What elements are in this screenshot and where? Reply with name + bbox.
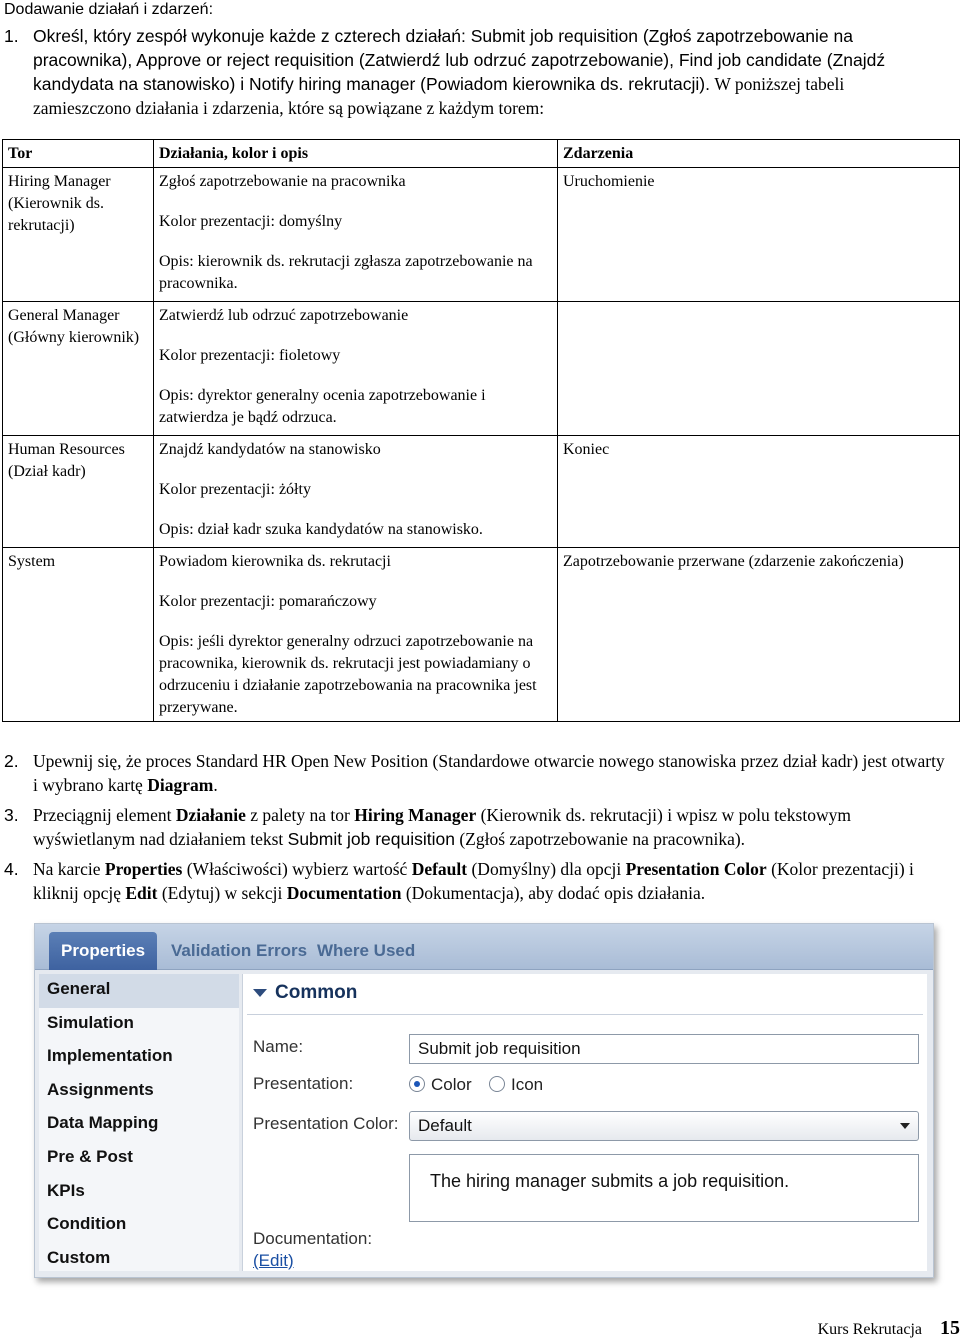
documentation-box: The hiring manager submits a job requisition. xyxy=(409,1154,919,1222)
step-text: (Edytuj) w sekcji xyxy=(157,883,287,903)
radio-icon-label: Icon xyxy=(511,1075,544,1094)
tab-bar xyxy=(35,924,933,970)
sidebar xyxy=(39,974,239,1271)
edit-link[interactable]: (Edit) xyxy=(253,1251,294,1270)
sidebar-item-general[interactable]: General xyxy=(39,974,239,1008)
page-heading: Dodawanie działań i zdarzeń: xyxy=(4,1,214,18)
step-term: Documentation xyxy=(286,883,402,903)
lane-cell: Hiring Manager (Kierownik ds. rekrutacji) xyxy=(3,168,154,302)
sidebar-item-custom[interactable]: Custom xyxy=(47,1247,111,1267)
section-title: Common xyxy=(275,982,358,1003)
presentation-label: Presentation: xyxy=(253,1074,354,1093)
step-item xyxy=(4,803,948,851)
activity-color: Kolor prezentacji: fioletowy xyxy=(159,347,341,364)
chevron-down-icon xyxy=(253,989,267,997)
activity-cell xyxy=(154,436,558,548)
step-text: Przeciągnij element xyxy=(33,805,176,825)
page-number: 15 xyxy=(940,1317,960,1339)
step-term: Presentation Color xyxy=(625,859,767,879)
steps-list xyxy=(4,749,948,911)
radio-color[interactable] xyxy=(409,1075,472,1095)
activity-name: Zatwierdź lub odrzuć zapotrzebowanie xyxy=(159,307,409,324)
table-row xyxy=(3,548,960,722)
page-footer xyxy=(818,1317,960,1340)
sidebar-item-pre-post[interactable]: Pre & Post xyxy=(47,1146,133,1166)
step-text: (Kolor prezentacji) i kliknij opcję xyxy=(33,859,914,903)
properties-panel xyxy=(34,923,934,1278)
header-lane: Tor xyxy=(3,140,154,168)
activity-name: Zgłoś zapotrzebowanie na pracownika xyxy=(159,173,406,190)
documentation-label: Documentation: xyxy=(253,1229,373,1248)
step-term: Diagram xyxy=(147,775,214,795)
tab-properties[interactable]: Properties xyxy=(49,932,157,970)
step-number: 4. xyxy=(4,859,19,879)
step-term: Hiring Manager xyxy=(354,805,477,825)
divider xyxy=(247,1014,923,1015)
event-cell xyxy=(558,302,960,436)
activity-desc: Opis: dział kadr szuka kandydatów na stanowisko. xyxy=(159,521,483,538)
header-events: Zdarzenia xyxy=(558,140,960,168)
table-row xyxy=(3,302,960,436)
step-text: (Właściwości) wybierz wartość xyxy=(182,859,412,879)
step-text: z palety na tor xyxy=(245,805,355,825)
step-term: Properties xyxy=(104,859,183,879)
intro-text-a: Określ, który zespół wykonuje każde z czterech działań: Submit job requisition (Zgłoś zapotrzebowanie na pracownika), Approve or reject requisition (Zatwierdź lub odrzuć zapotrzebowanie), Find job candidate (Znajdź kandydata na stanowisko) i Notify hiring manager (Powiadom kierownika ds. rekrutacji). xyxy=(33,26,886,94)
sidebar-item-implementation[interactable]: Implementation xyxy=(47,1046,173,1066)
step-text: Upewnij się, że proces Standard HR Open New Position (Standardowe otwarcie nowego stanowiska przez dział kadr) jest otwarty i wybrano kartę xyxy=(33,751,945,795)
step-text: (Zgłoś zapotrzebowanie na pracownika). xyxy=(454,829,746,849)
activity-color: Kolor prezentacji: domyślny xyxy=(159,213,343,230)
table-header-row xyxy=(3,140,960,168)
step-number: 3. xyxy=(4,805,19,825)
activity-cell xyxy=(154,302,558,436)
step-item xyxy=(4,749,948,797)
activity-desc: Opis: dyrektor generalny ocenia zapotrzebowanie i zatwierdza je bądź odrzuca. xyxy=(159,387,486,426)
dropdown-arrow-icon xyxy=(900,1123,910,1129)
sidebar-item-data-mapping[interactable]: Data Mapping xyxy=(47,1113,159,1133)
sidebar-item-simulation[interactable]: Simulation xyxy=(47,1012,134,1032)
activity-desc: Opis: jeśli dyrektor generalny odrzuci zapotrzebowanie na pracownika, kierownik ds. rekrutacji jest powiadamiany o odrzuceniu i działanie zapotrzebowania na pracownika jest przerywane. xyxy=(159,633,537,716)
radio-unselected-icon xyxy=(489,1076,505,1092)
select-value: Default xyxy=(418,1116,472,1135)
event-cell: Uruchomienie xyxy=(558,168,960,302)
table-row xyxy=(3,436,960,548)
intro-text-b: W poniższej tabeli zamieszczono działania i zdarzenia, które są powiązane z każdym torem: xyxy=(33,74,845,118)
step-term: Default xyxy=(411,859,468,879)
step-text: (Dokumentacja), aby dodać opis działania. xyxy=(401,883,706,903)
step-number: 1. xyxy=(4,26,19,46)
activity-cell xyxy=(154,548,558,722)
activity-color: Kolor prezentacji: pomarańczowy xyxy=(159,593,377,610)
step-term: Działanie xyxy=(175,805,246,825)
radio-icon[interactable] xyxy=(489,1075,543,1095)
header-activity: Działania, kolor i opis xyxy=(154,140,558,168)
footer-title: Kurs Rekrutacja xyxy=(817,1321,922,1338)
radio-color-label: Color xyxy=(431,1075,472,1094)
presentation-color-select[interactable] xyxy=(409,1111,919,1141)
step-term: Edit xyxy=(125,883,158,903)
activity-color: Kolor prezentacji: żółty xyxy=(159,481,311,498)
lane-cell: Human Resources (Dział kadr) xyxy=(3,436,154,548)
name-input[interactable]: Submit job requisition xyxy=(409,1034,919,1064)
activity-desc: Opis: kierownik ds. rekrutacji zgłasza zapotrzebowanie na pracownika. xyxy=(159,253,533,292)
radio-selected-icon xyxy=(409,1076,425,1092)
lane-cell: System xyxy=(3,548,154,722)
step-text: (Domyślny) dla opcji xyxy=(467,859,626,879)
event-cell: Koniec xyxy=(558,436,960,548)
lane-cell: General Manager (Główny kierownik) xyxy=(3,302,154,436)
tab-where-used[interactable]: Where Used xyxy=(317,941,416,960)
name-label: Name: xyxy=(253,1037,304,1056)
section-toggle[interactable] xyxy=(253,982,357,1004)
step-text: . xyxy=(213,775,218,795)
tab-validation-errors[interactable]: Validation Errors xyxy=(171,941,308,960)
activity-cell xyxy=(154,168,558,302)
intro-step xyxy=(4,24,944,120)
activity-name: Powiadom kierownika ds. rekrutacji xyxy=(159,553,391,570)
lanes-table xyxy=(2,139,960,722)
presentation-color-label: Presentation Color: xyxy=(253,1114,399,1133)
sidebar-item-kpis[interactable]: KPIs xyxy=(47,1180,85,1200)
sidebar-item-assignments[interactable]: Assignments xyxy=(47,1079,154,1099)
properties-content xyxy=(242,974,927,1271)
step-term: Submit job requisition xyxy=(287,829,455,849)
step-number: 2. xyxy=(4,751,19,771)
table-row xyxy=(3,168,960,302)
step-text: Na karcie xyxy=(33,859,105,879)
sidebar-item-condition[interactable]: Condition xyxy=(47,1214,127,1234)
event-cell: Zapotrzebowanie przerwane (zdarzenie zakończenia) xyxy=(558,548,960,722)
activity-name: Znajdź kandydatów na stanowisko xyxy=(159,441,381,458)
step-item xyxy=(4,857,948,905)
step-text: (Kierownik ds. rekrutacji) i wpisz w polu tekstowym wyświetlanym nad działaniem tekst xyxy=(33,805,851,849)
